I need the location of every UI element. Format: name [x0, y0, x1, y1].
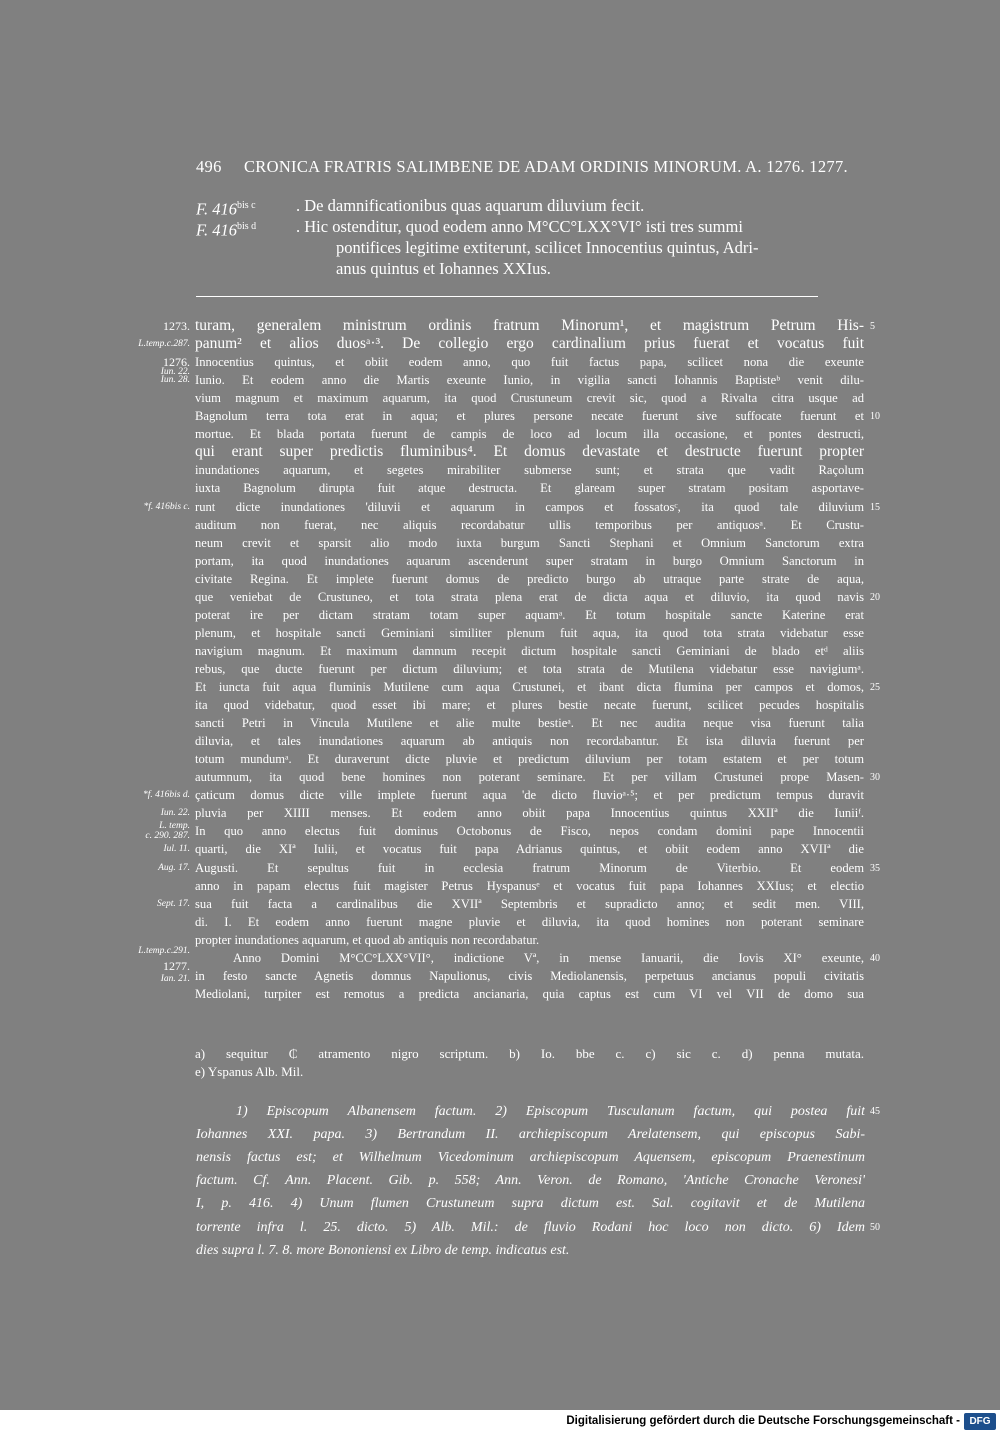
text-line: civitate Regina. Et implete fuerunt domus de predicto burgo ab utraque parte strate de aqua,: [195, 571, 864, 586]
text-line: Iunio. Et eodem anno die Martis exeunte Iunio, in vigilia sancti Iohannis Baptisteᵇ venit dilu-: [195, 373, 864, 388]
footnote-line: 1) Episcopum Albanensem factum. 2) Episcopum Tusculanum factum, qui postea fuit: [236, 1104, 865, 1119]
funding-text: Digitalisierung gefördert durch die Deutsche Forschungsgemeinschaft -: [566, 1415, 960, 1427]
line-number: 5: [870, 321, 875, 332]
text-line: In quo anno electus fuit dominus Octobonus de Fisco, nepos condam domini pape Innocentii: [195, 824, 864, 839]
margin-note: Sept. 17.: [157, 898, 190, 909]
text-line: que veniebat de Crustuneo, et tota strata plena erat de dicta aqua et diluvio, ita quod navis: [195, 589, 864, 604]
text-line: Anno Domini M°CC°LXX°VII°, indictione Vª, in mense Ianuarii, die Iovis XI° exeunte,: [233, 950, 864, 965]
margin-note: 1276.: [163, 355, 190, 370]
margin-note: *f. 416bis d.: [143, 790, 190, 801]
text-line: portam, ita quod inundationes aquarum ascenderunt super stratam in burgo Omnium Sanctorum in: [195, 553, 864, 568]
page-number: 496: [196, 157, 222, 176]
margin-note: Iun. 22.: [160, 367, 190, 378]
text-line: sancti Petri in Vincula Mutilene et alie multe bestieᵃ. Et nec audita neque visa fuerunt talia: [195, 716, 864, 731]
separator-rule: [196, 296, 818, 297]
line-number: 50: [870, 1221, 880, 1233]
text-line: quarti, die XIª Iulii, et vocatus fuit papa Adrianus quintus, et obiit eodem anno XVIIª die: [195, 842, 864, 857]
margin-note: Iun. 28.: [160, 375, 190, 386]
footnote-line: Iohannes XXI. papa. 3) Bertrandum II. archiepiscopum Arelatensem, qui episcopus Sabi-: [196, 1127, 865, 1143]
line-number: 25: [870, 682, 880, 693]
funding-bar: [0, 1410, 1000, 1434]
text-line: auditum non fuerat, nec aliquis recordabatur ullis temporibus per antiquosᵃ. Et Crustu-: [195, 517, 864, 532]
text-line: Augusti. Et sepultus fuit in ecclesia fratrum Minorum de Viterbio. Et eodem: [195, 860, 864, 875]
apparatus-line: e) Yspanus Alb. Mil.: [195, 1064, 304, 1079]
footnote-line: dies supra l. 7. 8. more Bononiensi ex Libro de temp. indicatus est.: [196, 1242, 570, 1258]
footnote-line: factum. Cf. Ann. Placent. Gib. p. 558; Ann. Veron. de Romano, 'Antiche Cronache Veronesi': [196, 1173, 865, 1189]
margin-note: L.temp.c.291.: [138, 945, 190, 956]
text-line: neum crevit et sparsit alio modo iuxta burgum Sancti Stephani et Omnium Sanctorum extra: [195, 535, 864, 550]
text-line: anno in papam electus fuit magister Petrus Hyspanusᵉ et vocatus fuit papa Iohannes XXIus; et electio: [195, 878, 864, 893]
folio-text: . Hic ostenditur, quod eodem anno M°CC°LXX°VI° isti tres summi: [296, 217, 743, 236]
text-line: mortue. Et blada portata fuerunt de campis de loco ad locum illa occasione, et pontes destructi,: [195, 427, 864, 442]
folio-ref: F. $416^{bis c}$: [196, 199, 256, 219]
text-line: Et iuncta fuit aqua fluminis Mutilene cum aqua Crustunei, et ibant dicta flumina per campos et domos,: [195, 680, 864, 694]
margin-note: Ian. 21.: [160, 973, 190, 984]
text-line: di. I. Et eodem anno fuerunt magne pluvie et diluvia, ita quod homines non poterant seminare: [195, 914, 864, 929]
margin-note: Aug. 17.: [158, 862, 190, 873]
line-number: 30: [870, 772, 880, 784]
text-line: iuxta Bagnolum dirupta fuit atque destructa. Et glaream super stratam positam asportave-: [195, 481, 864, 496]
text-line: vium magnum et maximum aquarum, ita quod Crustuneum crevit sic, quod a Rivalta citra usque ad: [195, 391, 864, 406]
text-line: propter inundationes aquarum, et quod ab antiquis non recordabatur.: [195, 932, 540, 947]
line-number: 20: [870, 591, 880, 603]
margin-note: Iul. 11.: [163, 844, 190, 855]
line-number: 45: [870, 1106, 880, 1117]
footnote-line: torrente infra l. 25. dicto. 5) Alb. Mil.: de fluvio Rodani hoc loco non dicto. 6) Idem: [196, 1219, 865, 1235]
text-line: turam, generalem ministrum ordinis fratrum Minorum¹, et magistrum Petrum His-: [195, 317, 864, 334]
text-line: diluvia, et tales inundationes aquarum ab antiquis non recordabantur. Et ista diluvia fuerunt per: [195, 734, 864, 749]
text-line: pluvia per XIIII menses. Et eodem anno obiit papa Innocentius quintus XXIIª die Iuniiᶠ.: [195, 806, 864, 821]
margin-note: L. temp.: [159, 820, 190, 831]
text-line: in festo sancte Agnetis domnus Napulionus, civis Mediolanensis, perpetuus ancianus populi civitatis: [195, 968, 864, 983]
folio-text-cont: anus quintus et Iohannes XXIus.: [336, 259, 551, 278]
text-line: poterat ire per dictam stratam totam super aquamᵃ. Et totum hospitale sancte Katerine erat: [195, 607, 864, 622]
folio-text-cont: pontifices legitime extiterunt, scilicet Innocentius quintus, Adri-: [336, 238, 759, 257]
running-header: [196, 157, 864, 181]
text-line: autumnum, ita quod bene homines non poterant seminare. Et per villam Crustunei prope Masen-: [195, 770, 864, 785]
running-title: CRONICA FRATRIS SALIMBENE DE ADAM ORDINIS MINORUM. A. 1276. 1277.: [244, 157, 848, 176]
text-line: Mediolani, turpiter est remotus a predicta ancianaria, quia captus est cum VI vel VII de domo sua: [195, 986, 864, 1001]
text-line: Bagnolum terra tota erat in aqua; et plures persone necate fuerunt sive suffocate fuerunt et: [195, 409, 864, 424]
line-number: 35: [870, 862, 880, 874]
text-line: inundationes aquarum, et segetes mirabiliter submerse sunt; et strata que vadit Raçolum: [195, 463, 864, 478]
line-number: 40: [870, 952, 880, 964]
text-line: rebus, que ducte fuerunt per dictum diluvium; et tota strata de Mutilena videbatur esse navigiumᵃ.: [195, 661, 864, 676]
text-line: panum² et alios duosᵃ·³. De collegio ergo cardinalium prius fuerat et vocatus fuit: [195, 335, 864, 353]
text-line: totum mundumᵃ. Et duraverunt dicte pluvie et predictum diluvium per totam estatem et per totum: [195, 752, 864, 767]
margin-note: *f. 416bis c.: [143, 501, 190, 512]
line-number: 10: [870, 411, 880, 423]
margin-note: L.temp.c.287.: [138, 339, 190, 350]
text-line: sua fuit facta a cardinalibus die XVIIª Septembris et supradicto anno; et sedit men. VIII,: [195, 896, 864, 911]
text-line: plenum, et hospitale sancti Geminiani similiter plenum fuit aqua, ita quod tota strata videbatur esse: [195, 625, 864, 640]
text-line: qui erant super predictis fluminibus⁴. Et domus devastate et destructe fuerunt propter: [195, 443, 864, 461]
text-line: Innocentius quintus, et obiit eodem anno, quo fuit factus papa, scilicet nona die exeunte: [195, 355, 864, 370]
margin-note: 1273.: [163, 319, 190, 333]
text-line: navigium magnum. Et maximum damnum recepit dictum hospitale sancti Geminiani de blado etᵈ aliis: [195, 643, 864, 658]
text-line: runt dicte inundationes 'diluvii et aquarum in campos et fossatosᶜ, ita quod tale diluvium: [195, 499, 864, 514]
folio-ref: F. $416^{bis d}$: [196, 220, 257, 240]
footnote-line: nensis factus est; et Wilhelmum Vicedominum archiepiscopum Aquensem, episcopum Praenestinum: [196, 1150, 865, 1166]
line-number: 15: [870, 501, 880, 513]
text-line: ita quod videbatur, quod esset ibi mare; et plures bestie necate fuerunt, scilicet pecudes hospitalis: [195, 698, 864, 713]
dfg-logo: DFG: [964, 1413, 996, 1430]
folio-text: . De damnificationibus quas aquarum diluvium fecit.: [296, 196, 645, 215]
apparatus-line: a) sequitur ₵ atramento nigro scriptum. b) Io. bbe c. c) sic c. d) penna mutata.: [195, 1046, 864, 1061]
margin-note: c. 290. 287.: [145, 830, 190, 841]
footnote-line: I, p. 416. 4) Unum flumen Crustuneum supra dictum est. Sal. cogitavit et de Mutilena: [196, 1196, 865, 1212]
margin-note: Iun. 22.: [160, 808, 190, 819]
margin-note: 1277.: [163, 958, 190, 973]
text-line: çaticum domus dicte ville implete fuerunt aqua 'de dicto fluvioᵃ·⁵; et per predictum tempus duravit: [195, 788, 864, 803]
